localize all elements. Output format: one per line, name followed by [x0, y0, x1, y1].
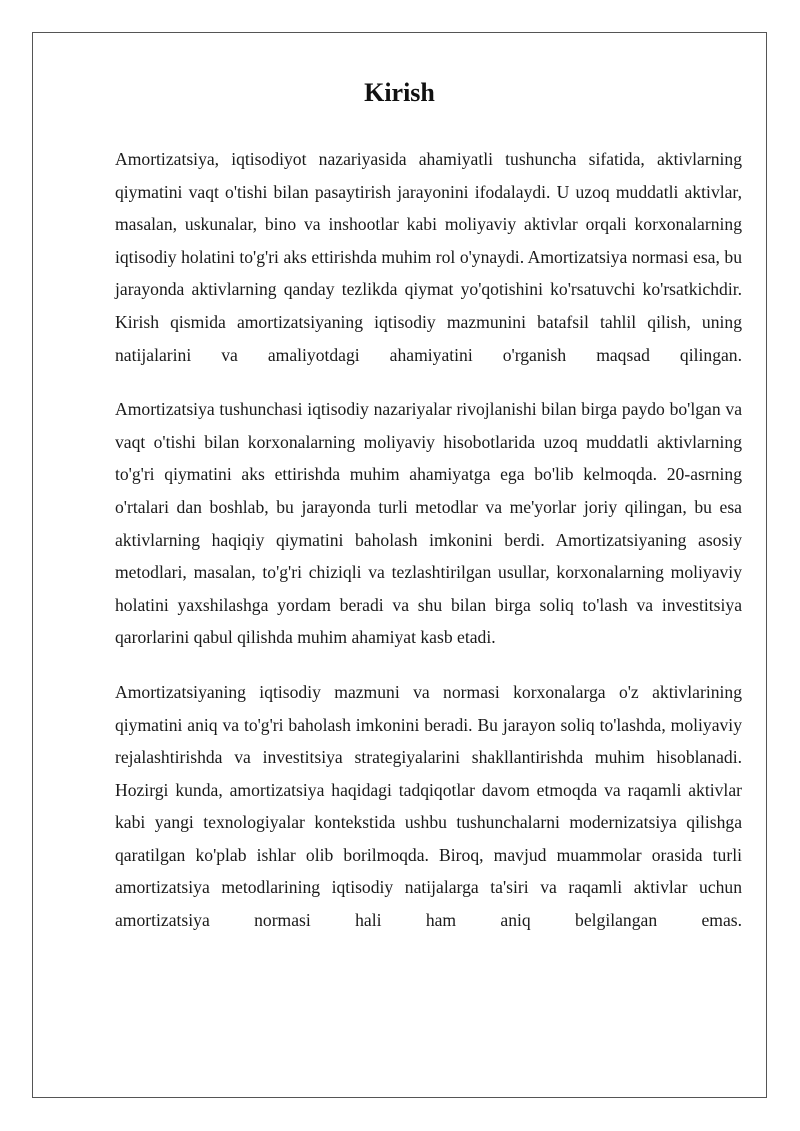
- paragraph-3: Amortizatsiyaning iqtisodiy mazmuni va normasi korxonalarga o'z aktivlarining qiymatini aniq va to'g'ri baholash imkonini beradi. Bu jarayon soliq to'lashda, moliyaviy rejalashtirishda va investitsiya strategiyalarini shakllantirishda muhim hisoblanadi. Hozirgi kunda, amortizatsiya haqidagi tadqiqotlar davom etmoqda va raqamli aktivlar kabi yangi texnologiyalar kontekstida ushbu tushunchalarni modernizatsiya qilishga qaratilgan ko'plab ishlar olib borilmoqda. Biroq, mavjud muammolar orasida turli amortizatsiya metodlarining iqtisodiy natijalarga ta'siri va raqamli aktivlar uchun amortizatsiya normasi hali ham aniq belgilangan emas.: [115, 681, 742, 931]
- page-title: Kirish: [364, 78, 435, 107]
- document-body: [115, 143, 742, 959]
- paragraph-2: Amortizatsiya tushunchasi iqtisodiy nazariyalar rivojlanishi bilan birga paydo bo'lgan va vaqt o'tishi bilan korxonalarning moliyaviy hisobotlarida uzoq muddatli aktivlarning to'g'ri qiymatini aks ettirishda muhim ahamiyatga ega bo'lib kelmoqda. 20-asrning o'rtalari dan boshlab, bu jarayonda turli metodlar va me'yorlar joriy qilingan, bu esa aktivlarning haqiqiy qiymatini baholash imkonini berdi. Amortizatsiyaning asosiy metodlari, masalan, to'g'ri chiziqli va tezlashtirilgan usullar, korxonalarning moliyaviy holatini yaxshilashga yordam beradi va shu bilan birga soliq to'lash va investitsiya qarorlarini qabul qilishda muhim ahamiyat kasb etadi.: [115, 399, 742, 648]
- page-frame: [32, 32, 767, 1098]
- paragraph-1: Amortizatsiya, iqtisodiyot nazariyasida ahamiyatli tushuncha sifatida, aktivlarning qiymatini vaqt o'tishi bilan pasaytirish jarayonini ifodalaydi. U uzoq muddatli aktivlar, masalan, uskunalar, bino va inshootlar kabi moliyaviy aktivlar orqali korxonalarning iqtisodiy holatini to'g'ri aks ettirishda muhim rol o'ynaydi. Amortizatsiya normasi esa, bu jarayonda aktivlarning qanday tezlikda qiymat yo'qotishini ko'rsatuvchi ko'rsatkichdir. Kirish qismida amortizatsiyaning iqtisodiy mazmunini batafsil tahlil qilish, uning natijalarini va amaliyotdagi ahamiyatini o'rganish maqsad qilingan.: [115, 149, 742, 365]
